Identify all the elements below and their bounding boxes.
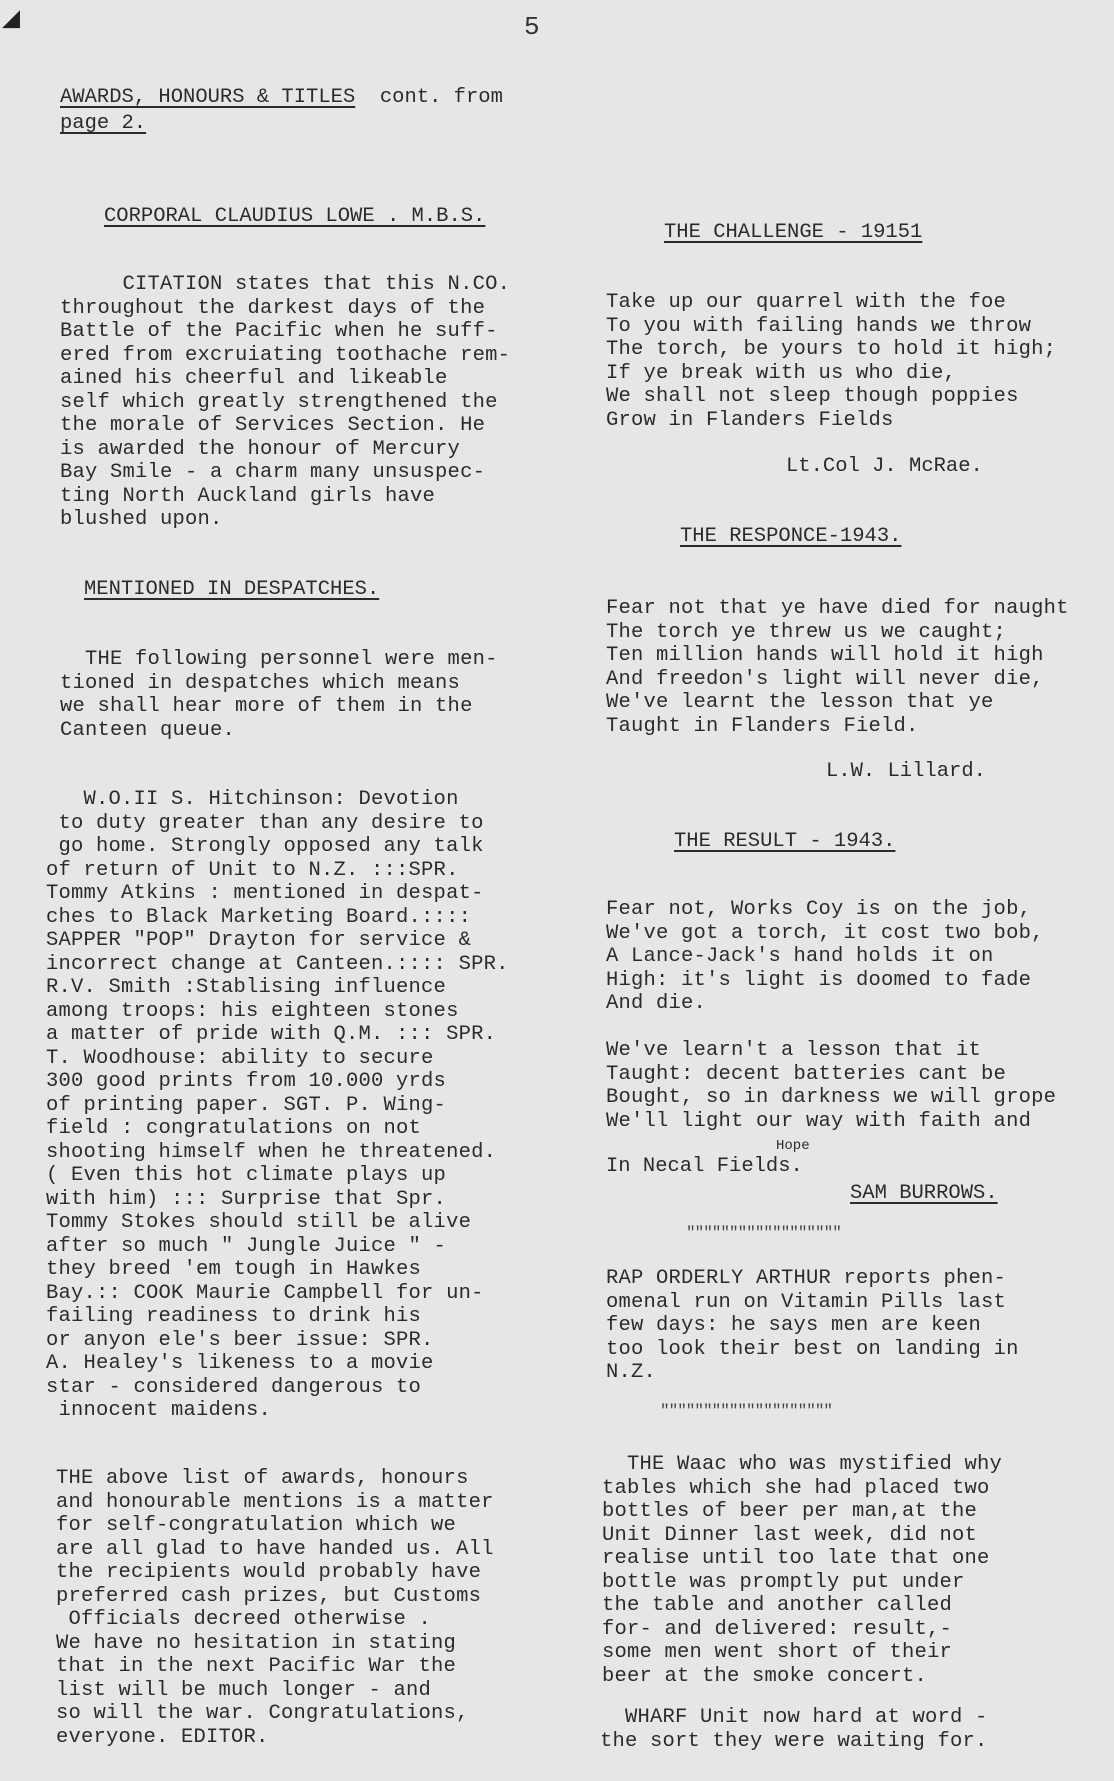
separator-quotes: """""""""""""""""" <box>686 1224 841 1242</box>
poem-result-last-line: In Necal Fields. <box>606 1155 803 1178</box>
citation-paragraph: CITATION states that this N.CO. throughout the darkest days of the Battle of the Pacific when he suff- ered from excruiating toothache rem- ained his cheerful and likeable self which greatly strengthened the the morale of Services Section. He is awarded the honour of Mercury Bay Smile - a charm many unsuspec- ting North Auckland girls have blushed upon. <box>60 273 511 531</box>
rap-orderly-note: RAP ORDERLY ARTHUR reports phen- omenal run on Vitamin Pills last few days: he says men are keen too look their best on landing in N.Z. <box>606 1267 1019 1384</box>
waac-note: THE Waac who was mystified why tables which she had placed two bottles of beer per man,at the Unit Dinner last week, did not realise until too late that one bottle was promptly put under the table and another called for- and delivered: result,- some men went short of their beer at the smoke concert. <box>602 1453 1003 1688</box>
editor-note: THE above list of awards, honours and honourable mentions is a matter for self-congratulation which we are all glad to have handed us. All the recipients would probably have preferred cash prizes, but Customs Officials decreed otherwise . We have no hesitation in stating that in the next Pacific War the list will be much longer - and so will the war. Congratulations, everyone. EDITOR. <box>56 1467 494 1749</box>
wharf-unit-note: WHARF Unit now hard at word - the sort they were waiting for. <box>600 1706 988 1753</box>
header-page-ref: page 2. <box>60 112 147 135</box>
poem-result-text: Fear not, Works Coy is on the job, We've got a torch, it cost two bob, A Lance-Jack's hand holds it on High: it's light is doomed to fade And die. We've learn't a lesson that it Taught: decent batteries cant be Bought, so in darkness we will grope We'll light our way with faith and <box>606 898 1057 1133</box>
header-title: AWARDS, HONOURS & TITLES <box>60 86 356 109</box>
poem-title-challenge: THE CHALLENGE - 19151 <box>664 221 923 244</box>
header-cont: cont. from <box>379 86 503 109</box>
page-number: 5 <box>524 12 540 42</box>
section-title-corporal: CORPORAL CLAUDIUS LOWE . M.B.S. <box>104 205 486 228</box>
poem-result-author: SAM BURROWS. <box>850 1182 998 1205</box>
separator-quotes: """""""""""""""""""" <box>660 1402 833 1420</box>
poem-responce-text: Fear not that ye have died for naught The torch ye threw us we caught; Ten million hands will hold it high And freedon's light will never die, We've learnt the lesson that ye Taught in Flanders Field. <box>606 597 1069 738</box>
poem-challenge-author: Lt.Col J. McRae. <box>786 455 983 478</box>
poem-title-responce: THE RESPONCE-1943. <box>680 525 902 548</box>
section-title-despatches: MENTIONED IN DESPATCHES. <box>84 578 380 601</box>
poem-result-hope: Hope <box>776 1138 810 1154</box>
poem-title-result: THE RESULT - 1943. <box>674 830 896 853</box>
despatches-list: W.O.II S. Hitchinson: Devotion to duty greater than any desire to go home. Strongly opposed any talk of return of Unit to N.Z. :::SPR. Tommy Atkins : mentioned in despat- ches to Black Marketing Board.:::: SAPPER "POP" Drayton for service & incorrect change at Canteen.:::: SPR. R.V. Smith :Stablising influence among troops: his eighteen stones a matter of pride with Q.M. ::: SPR. T. Woodhouse: ability to secure 300 good prints from 10.000 yrds of printing paper. SGT. P. Wing- field : congratulations on not shooting himself when he threatened. ( Even this hot climate plays up with him) ::: Surprise that Spr. Tommy Stokes should still be alive after so much " Jungle Juice " - they breed 'em tough in Hawkes Bay.:: COOK Maurie Campbell for un- failing readiness to drink his or anyon ele's beer issue: SPR. A. Healey's likeness to a movie star - considered dangerous to innocent maidens. <box>46 788 509 1422</box>
header-line <box>60 86 503 109</box>
poem-responce-author: L.W. Lillard. <box>826 760 986 783</box>
corner-mark: ◢ <box>2 3 21 37</box>
despatches-intro: THE following personnel were men- tioned in despatches which means we shall hear more of them in the Canteen queue. <box>60 648 498 742</box>
poem-challenge-text: Take up our quarrel with the foe To you with failing hands we throw The torch, be yours to hold it high; If ye break with us who die, We shall not sleep though poppies Grow in Flanders Fields <box>606 291 1057 432</box>
